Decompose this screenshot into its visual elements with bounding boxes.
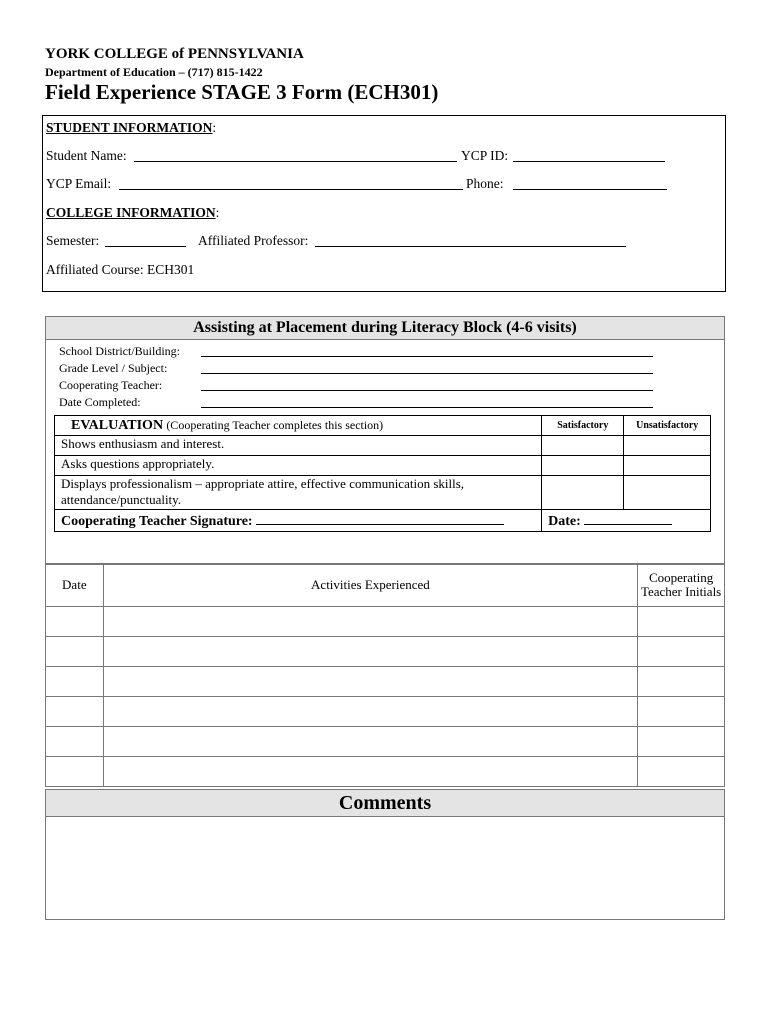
- student-information-box: [42, 115, 726, 292]
- college-information-heading: COLLEGE INFORMATION:: [46, 205, 220, 220]
- activities-cell[interactable]: [103, 697, 638, 727]
- affiliated-course-label: Affiliated Course: ECH301: [46, 262, 195, 277]
- evaluation-item: Asks questions appropriately.: [55, 456, 542, 476]
- date-completed-label: Date Completed:: [59, 395, 141, 409]
- grade-level-field[interactable]: [201, 373, 653, 374]
- grade-level-label: Grade Level / Subject:: [59, 361, 168, 375]
- student-name-label: Student Name:: [46, 148, 127, 163]
- activity-log-header-row: [46, 564, 725, 607]
- date-cell[interactable]: [46, 697, 104, 727]
- evaluation-row: [55, 456, 711, 476]
- unsatisfactory-column-header: Unsatisfactory: [624, 416, 711, 436]
- activity-log-table: [45, 563, 725, 787]
- date-column-header: Date: [46, 564, 104, 607]
- evaluation-header-row: [55, 416, 711, 436]
- form-title: Field Experience STAGE 3 Form (ECH301): [45, 80, 439, 104]
- cooperating-teacher-signature[interactable]: Cooperating Teacher Signature:: [55, 510, 542, 532]
- signature-date-line[interactable]: [584, 512, 672, 525]
- table-row: [46, 757, 725, 787]
- signature-date[interactable]: Date:: [542, 510, 711, 532]
- evaluation-row: [55, 476, 711, 510]
- signature-line[interactable]: [256, 512, 504, 525]
- initials-cell[interactable]: [638, 637, 725, 667]
- cooperating-teacher-field[interactable]: [201, 390, 653, 391]
- cooperating-teacher-label: Cooperating Teacher:: [59, 378, 163, 392]
- phone-field[interactable]: [513, 189, 667, 190]
- table-row: [46, 727, 725, 757]
- table-row: [46, 697, 725, 727]
- evaluation-row: [55, 436, 711, 456]
- placement-section: [45, 316, 725, 565]
- satisfactory-column-header: Satisfactory: [542, 416, 624, 436]
- initials-column-header: Cooperating Teacher Initials: [638, 564, 725, 607]
- ycp-id-label: YCP ID:: [461, 148, 509, 163]
- activities-cell[interactable]: [103, 667, 638, 697]
- activities-cell[interactable]: [103, 637, 638, 667]
- semester-field[interactable]: [105, 246, 186, 247]
- table-row: [46, 607, 725, 637]
- unsatisfactory-cell[interactable]: [624, 436, 711, 456]
- department-line: Department of Education – (717) 815-1422: [45, 65, 263, 79]
- initials-cell[interactable]: [638, 727, 725, 757]
- satisfactory-cell[interactable]: [542, 476, 624, 510]
- initials-cell[interactable]: [638, 757, 725, 787]
- table-row: [46, 667, 725, 697]
- college-name: YORK COLLEGE of PENNSYLVANIA: [45, 46, 304, 62]
- activities-cell[interactable]: [103, 727, 638, 757]
- date-cell[interactable]: [46, 757, 104, 787]
- initials-cell[interactable]: [638, 667, 725, 697]
- activities-cell[interactable]: [103, 757, 638, 787]
- date-completed-field[interactable]: [201, 407, 653, 408]
- date-cell[interactable]: [46, 607, 104, 637]
- date-cell[interactable]: [46, 667, 104, 697]
- school-district-field[interactable]: [201, 356, 653, 357]
- comments-field[interactable]: [45, 816, 725, 920]
- activities-cell[interactable]: [103, 607, 638, 637]
- unsatisfactory-cell[interactable]: [624, 476, 711, 510]
- affiliated-professor-field[interactable]: [315, 246, 626, 247]
- semester-label: Semester:: [46, 233, 100, 248]
- ycp-email-label: YCP Email:: [46, 176, 112, 191]
- signature-row: [55, 510, 711, 532]
- evaluation-item: Displays professionalism – appropriate attire, effective communication skills, attendance/punctuality.: [55, 476, 542, 510]
- unsatisfactory-cell[interactable]: [624, 456, 711, 476]
- phone-label: Phone:: [466, 176, 504, 191]
- satisfactory-cell[interactable]: [542, 436, 624, 456]
- evaluation-table: [54, 415, 711, 532]
- initials-cell[interactable]: [638, 697, 725, 727]
- student-name-field[interactable]: [134, 161, 457, 162]
- affiliated-professor-label: Affiliated Professor:: [198, 233, 309, 248]
- date-cell[interactable]: [46, 727, 104, 757]
- activities-column-header: Activities Experienced: [103, 564, 638, 607]
- satisfactory-cell[interactable]: [542, 456, 624, 476]
- ycp-id-field[interactable]: [513, 161, 665, 162]
- date-cell[interactable]: [46, 637, 104, 667]
- evaluation-heading: EVALUATION (Cooperating Teacher completes this section): [55, 416, 542, 436]
- comments-heading: Comments: [45, 789, 725, 817]
- ycp-email-field[interactable]: [119, 189, 463, 190]
- student-information-heading: STUDENT INFORMATION:: [46, 120, 217, 135]
- initials-cell[interactable]: [638, 607, 725, 637]
- evaluation-item: Shows enthusiasm and interest.: [55, 436, 542, 456]
- table-row: [46, 637, 725, 667]
- placement-heading: Assisting at Placement during Literacy Block (4-6 visits): [46, 317, 724, 340]
- school-district-label: School District/Building:: [59, 344, 181, 358]
